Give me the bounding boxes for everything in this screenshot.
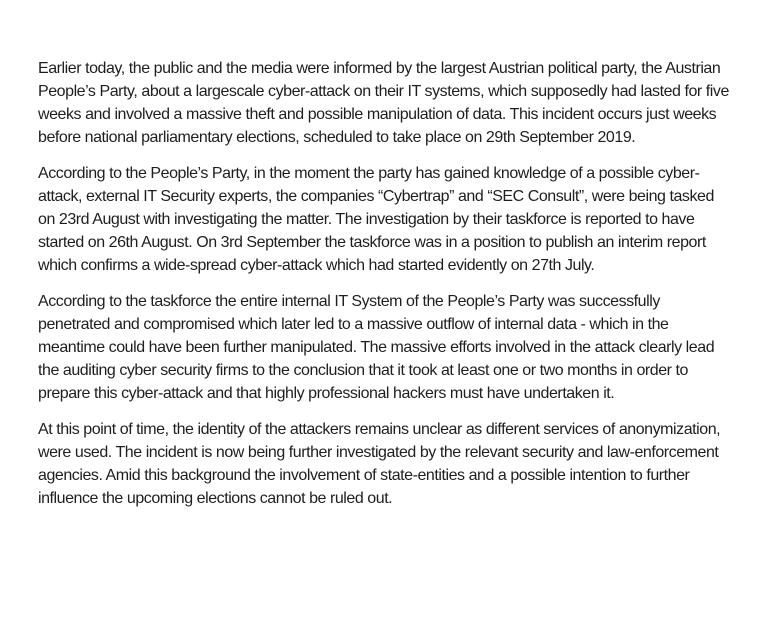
paragraph-3: According to the taskforce the entire internal IT System of the People’s Party was successfully penetrated and compromised which later led to a massive outflow of internal data - which in the meantime could have been further manipulated. The massive efforts involved in the attack clearly lead the auditing cyber security firms to the conclusion that it took at least one or two months in order to prepare this cyber-attack and that highly professional hackers must have undertaken it. bbox=[38, 293, 715, 402]
document-body bbox=[38, 57, 733, 523]
paragraph-1: Earlier today, the public and the media were informed by the largest Austrian political party, the Austrian People’s Party, about a largescale cyber-attack on their IT systems, which supposedly had lasted for five weeks and involved a massive theft and possible manipulation of data. This incident occurs just weeks before national parliamentary elections, scheduled to take place on 29th September 2019. bbox=[38, 60, 729, 146]
paragraph-4: At this point of time, the identity of the attackers remains unclear as different services of anonymization, were used. The incident is now being further investigated by the relevant security and law-enforcement agencies. Amid this background the involvement of state-entities and a possible intention to further influence the upcoming elections cannot be ruled out. bbox=[38, 421, 721, 507]
paragraph-2: According to the People’s Party, in the moment the party has gained knowledge of a possible cyber-attack, external IT Security experts, the companies “Cybertrap” and “SEC Consult”, were being tasked on 23rd August with investigating the matter. The investigation by their taskforce is reported to have started on 26th August. On 3rd September the taskforce was in a position to publish an interim report which confirms a wide-spread cyber-attack which had started evidently on 27th July. bbox=[38, 165, 714, 274]
